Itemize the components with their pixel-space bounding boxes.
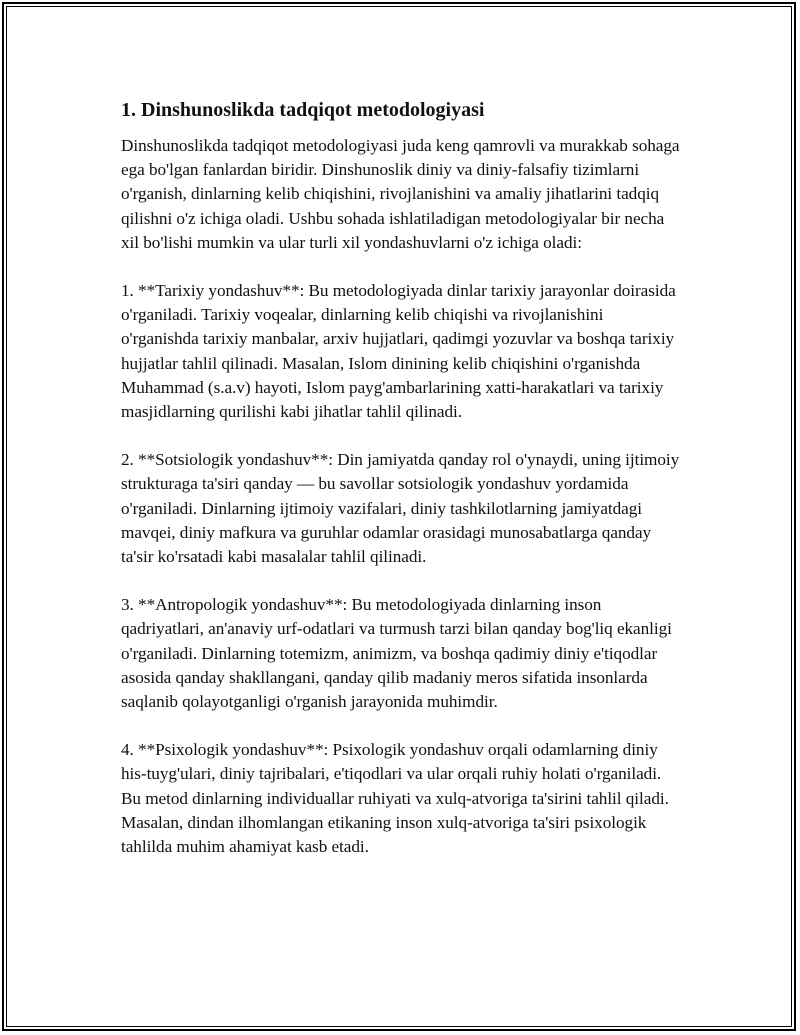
page-frame [2, 2, 796, 1031]
section-heading: 1. Dinshunoslikda tadqiqot metodologiyasi [121, 99, 485, 121]
paragraph-sociological-approach: 2. **Sotsiologik yondashuv**: Din jamiyatda qanday rol o'ynaydi, uning ijtimoiy strukturaga ta'siri qanday — bu savollar sotsiologik yondashuv yordamida o'rganiladi. Dinlarning ijtimoiy vazifalari, diniy tashkilotlarning jamiyatdagi mavqei, diniy mafkura va guruhlar odamlar orasidagi munosabatlarga qanday ta'sir ko'rsatadi kabi masalalar tahlil qilinadi. [121, 450, 680, 567]
paragraph-psychological-approach: 4. **Psixologik yondashuv**: Psixologik yondashuv orqali odamlarning diniy his-tuyg'ulari, diniy tajribalari, e'tiqodlari va ular orqali ruhiy holati o'rganiladi. Bu metod dinlarning individuallar ruhiyati va xulq-atvoriga ta'sirini tahlil qiladi. Masalan, dindan ilhomlangan etikaning inson xulq-atvoriga ta'siri psixologik tahlilda muhim ahamiyat kasb etadi. [121, 740, 669, 857]
document-body [121, 96, 681, 883]
paragraph-anthropological-approach: 3. **Antropologik yondashuv**: Bu metodologiyada dinlarning inson qadriyatlari, an'anaviy urf-odatlari va turmush tarzi bilan qanday bog'liq ekanligi o'rganiladi. Dinlarning totemizm, animizm, va boshqa qadimiy diniy e'tiqodlar asosida qanday shakllangani, qanday qilib madaniy meros sifatida insonlarda saqlanib qolayotganligi o'rganish jarayonida muhimdir. [121, 595, 672, 712]
paragraph-historical-approach: 1. **Tarixiy yondashuv**: Bu metodologiyada dinlar tarixiy jarayonlar doirasida o'rganiladi. Tarixiy voqealar, dinlarning kelib chiqishi va rivojlanishini o'rganishda tarixiy manbalar, arxiv hujjatlari, qadimgi yozuvlar va boshqa tarixiy hujjatlar tahlil qilinadi. Masalan, Islom dinining kelib chiqishini o'rganishda Muhammad (s.a.v) hayoti, Islom payg'ambarlarining xatti-harakatlari va tarixiy masjidlarning qurilishi kabi jihatlar tahlil qilinadi. [121, 281, 676, 422]
intro-paragraph: Dinshunoslikda tadqiqot metodologiyasi juda keng qamrovli va murakkab sohaga ega bo'lgan fanlardan biridir. Dinshunoslik diniy va diniy-falsafiy tizimlarni o'rganish, dinlarning kelib chiqishini, rivojlanishini va amaliy jihatlarini tadqiq qilishni o'z ichiga oladi. Ushbu sohada ishlatiladigan metodologiyalar bir necha xil bo'lishi mumkin va ular turli xil yondashuvlarni o'z ichiga oladi: [121, 136, 680, 252]
